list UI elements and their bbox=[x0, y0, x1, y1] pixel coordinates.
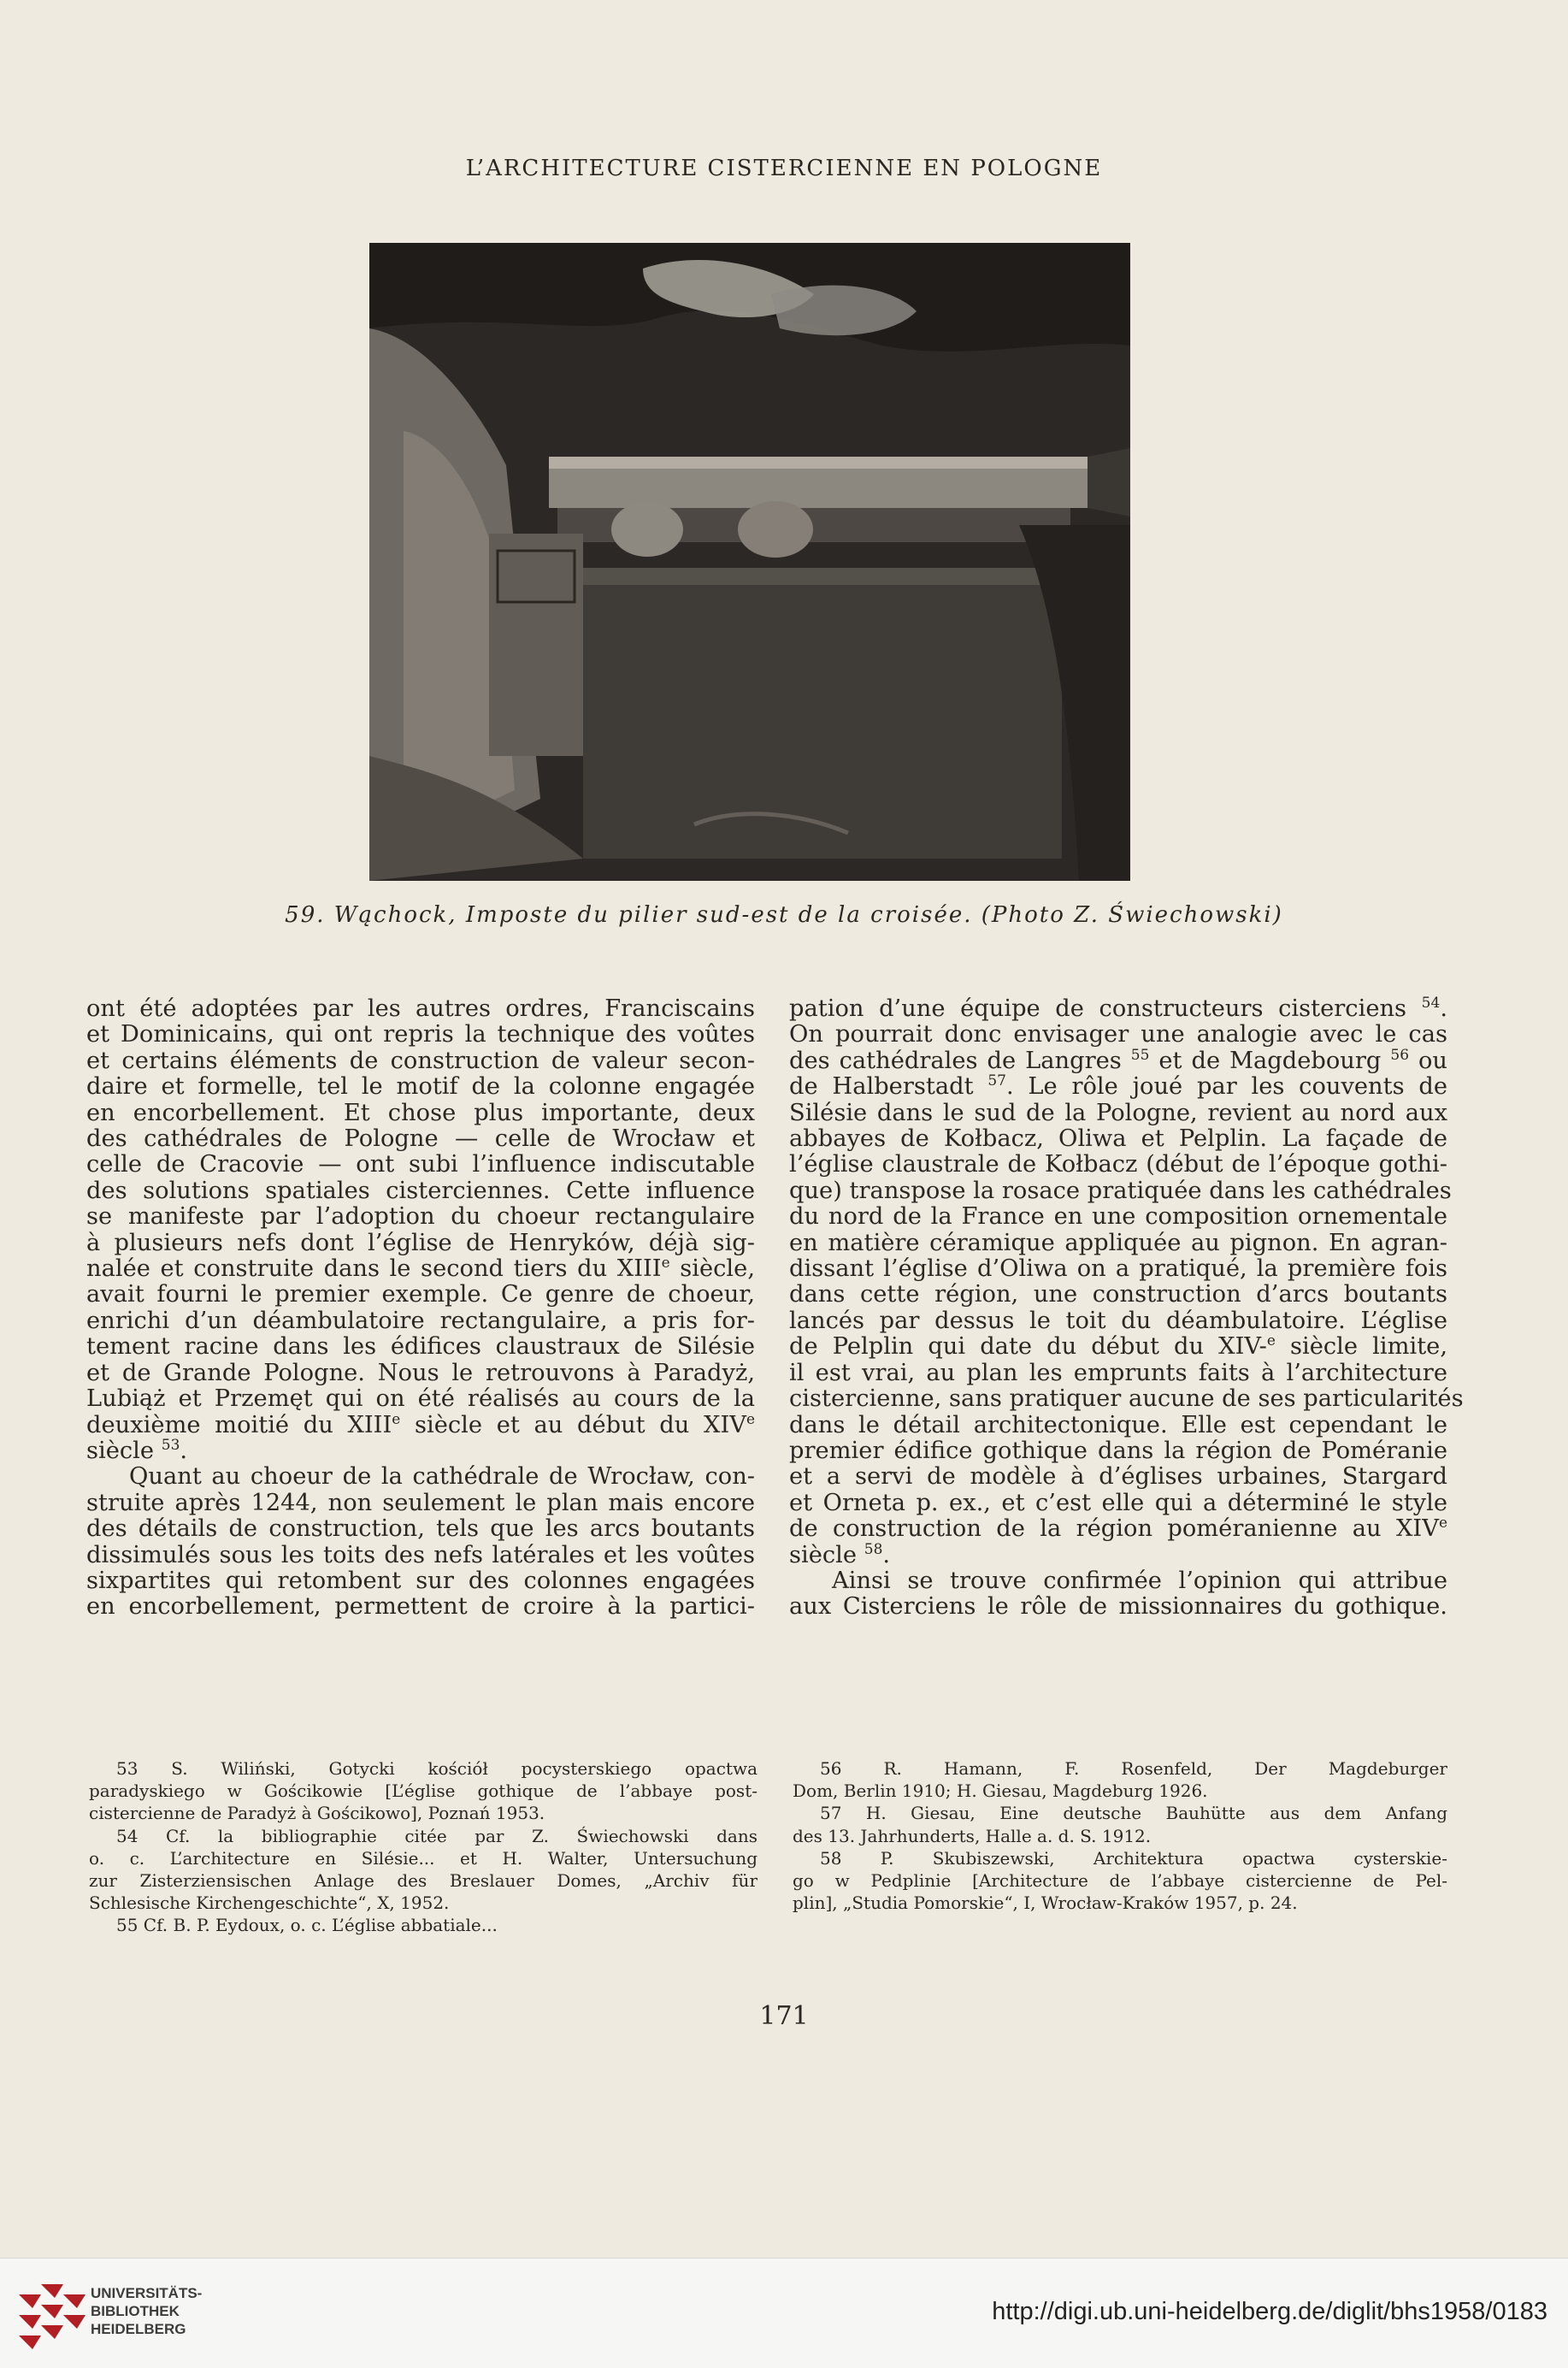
footnotes-left bbox=[89, 1757, 757, 1937]
text-line bbox=[86, 1410, 755, 1438]
text-line: abbayes de Kołbacz, Oliwa et Pelplin. La façade de bbox=[789, 1125, 1447, 1153]
text-segment: . bbox=[1440, 995, 1447, 1022]
text-segment: et de Magdebourg bbox=[1149, 1047, 1391, 1074]
footnote-line: zur Zisterziensischen Anlage des Breslauer Domes, „Archiv für bbox=[89, 1870, 757, 1892]
library-name-line: HEIDELBERG bbox=[91, 2321, 186, 2337]
text-line: et Dominicains, qui ont repris la technique des voûtes bbox=[86, 1021, 755, 1048]
footnote-56: 56 R. Hamann, F. Rosenfeld, Der Magdeburger bbox=[820, 1758, 1447, 1779]
text-line: en encorbellement, permettent de croire à la partici- bbox=[86, 1593, 755, 1621]
text-line: que) transpose la rosace pratiquée dans les cathédrales bbox=[789, 1177, 1452, 1204]
superscript: e bbox=[392, 1410, 401, 1428]
text-line: dissimulés sous les toits des nefs latérales et les voûtes bbox=[86, 1541, 755, 1568]
footnote-line: Schlesische Kirchengeschichte“, X, 1952. bbox=[89, 1893, 450, 1914]
text-segment: siècle limite, bbox=[1275, 1333, 1448, 1361]
footnote-ref-58[interactable]: 58 bbox=[864, 1540, 883, 1558]
text-line: du nord de la France en une composition ornementale bbox=[789, 1203, 1447, 1231]
text-line: avait fourni le premier exemple. Ce genre de choeur, bbox=[86, 1281, 755, 1308]
superscript: e bbox=[661, 1254, 670, 1272]
text-segment: deuxième moitié du XIII bbox=[86, 1411, 392, 1438]
text-line bbox=[789, 1540, 1447, 1568]
footnotes-right bbox=[793, 1757, 1447, 1914]
running-header: L’ARCHITECTURE CISTERCIENNE EN POLOGNE bbox=[465, 156, 1103, 181]
text-line: des détails de construction, tels que les arcs boutants bbox=[86, 1515, 755, 1543]
text-line: et a servi de modèle à d’églises urbaines, Stargard bbox=[789, 1463, 1447, 1491]
text-segment: . bbox=[180, 1437, 188, 1464]
text-segment: de Pelplin qui date du début du XIV- bbox=[789, 1333, 1267, 1361]
text-line: premier édifice gothique dans la région de Poméranie bbox=[789, 1437, 1447, 1464]
text-line: sixpartites qui retombent sur des colonnes engagées bbox=[86, 1567, 755, 1594]
footnote-ref-53[interactable]: 53 bbox=[161, 1436, 180, 1454]
text-line: dans le détail architectonique. Elle est cependant le bbox=[789, 1411, 1447, 1438]
text-line: ont été adoptées par les autres ordres, Franciscains bbox=[86, 995, 755, 1022]
text-line bbox=[789, 1074, 1447, 1100]
footnote-ref-54[interactable]: 54 bbox=[1421, 994, 1441, 1012]
footnote-ref-57[interactable]: 57 bbox=[987, 1072, 1006, 1090]
superscript: e bbox=[1266, 1332, 1276, 1350]
footnote-line: o. c. L’architecture en Silésie... et H. Walter, Untersuchung bbox=[89, 1847, 757, 1869]
text-line: struite après 1244, non seulement le plan mais encore bbox=[86, 1489, 755, 1516]
text-line: daire et formelle, tel le motif de la colonne engagée bbox=[86, 1073, 755, 1101]
library-name bbox=[91, 2284, 202, 2338]
text-segment: pation d’une équipe de constructeurs cisterciens bbox=[789, 995, 1422, 1022]
footnote-line: paradyskiego w Gościkowie [L’église gothique de l’abbaye post- bbox=[89, 1780, 757, 1802]
text-segment: siècle bbox=[789, 1541, 864, 1568]
text-line bbox=[789, 1516, 1447, 1542]
main-text-right-column bbox=[789, 994, 1464, 1621]
text-segment: . bbox=[882, 1541, 891, 1568]
footnote-ref-56[interactable]: 56 bbox=[1390, 1046, 1410, 1064]
text-line: à plusieurs nefs dont l’église de Henryków, déjà sig- bbox=[86, 1229, 755, 1256]
library-name-line: BIBLIOTHEK bbox=[91, 2303, 180, 2319]
main-text-left-column bbox=[86, 996, 755, 1621]
text-line: l’église claustrale de Kołbacz (début de l’époque gothi- bbox=[789, 1151, 1447, 1178]
figure-caption: 59. Wąchock, Imposte du pilier sud-est de la croisée. (Photo Z. Świechowski) bbox=[285, 902, 1283, 928]
text-line: en matière céramique appliquée au pignon. En agran- bbox=[789, 1229, 1447, 1256]
text-line: et de Grande Pologne. Nous le retrouvons à Paradyż, bbox=[86, 1359, 755, 1386]
text-line: des solutions spatiales cisterciennes. Cette influence bbox=[86, 1177, 755, 1204]
text-segment: des cathédrales de Langres bbox=[789, 1047, 1131, 1074]
text-line bbox=[86, 1438, 755, 1464]
superscript: e bbox=[1438, 1515, 1447, 1532]
text-line: Quant au choeur de la cathédrale de Wrocław, con- bbox=[129, 1463, 755, 1491]
footnote-54: 54 Cf. la bibliographie citée par Z. Świechowski dans bbox=[116, 1825, 757, 1846]
text-line bbox=[86, 1256, 755, 1282]
permalink-url[interactable]: http://digi.ub.uni-heidelberg.de/diglit/bhs1958/0183 bbox=[992, 2298, 1547, 2325]
text-line: cistercienne, sans pratiquer aucune de ses particularités bbox=[789, 1385, 1464, 1413]
text-line: On pourrait donc envisager une analogie avec le cas bbox=[789, 1021, 1447, 1048]
text-line: Silésie dans le sud de la Pologne, revient au nord aux bbox=[789, 1099, 1447, 1126]
text-segment: siècle bbox=[86, 1437, 162, 1464]
footnote-line: cistercienne de Paradyż à Gościkowo], Poznań 1953. bbox=[89, 1803, 545, 1824]
text-line bbox=[789, 996, 1447, 1022]
text-line: enrichi d’un déambulatoire rectangulaire, a pris for- bbox=[86, 1307, 755, 1334]
text-segment: . Le rôle joué par les couvents de bbox=[1005, 1073, 1447, 1101]
figure-photo bbox=[369, 243, 1130, 881]
text-segment: siècle et au début du XIV bbox=[400, 1411, 746, 1438]
university-library-logo-icon bbox=[15, 2277, 87, 2349]
text-line: Ainsi se trouve confirmée l’opinion qui attribue bbox=[832, 1567, 1447, 1594]
footnote-ref-55[interactable]: 55 bbox=[1130, 1046, 1150, 1064]
footnote-53: 53 S. Wiliński, Gotycki kościół pocysterskiego opactwa bbox=[116, 1758, 757, 1779]
text-line: et certains éléments de construction de valeur secon- bbox=[86, 1047, 755, 1074]
text-segment: de Halberstadt bbox=[789, 1073, 988, 1101]
text-line: Lubiąż et Przemęt qui on été réalisés au cours de la bbox=[86, 1385, 755, 1413]
text-segment: nalée et construite dans le second tiers du XIII bbox=[86, 1255, 662, 1283]
text-line: dissant l’église d’Oliwa on a pratiqué, la première fois bbox=[789, 1255, 1447, 1283]
page-number: 171 bbox=[759, 2001, 809, 2031]
footnote-58: 58 P. Skubiszewski, Architektura opactwa cysterskie- bbox=[820, 1847, 1447, 1869]
footnote-57: 57 H. Giesau, Eine deutsche Bauhütte aus dem Anfang bbox=[820, 1803, 1447, 1824]
text-line: celle de Cracovie — ont subi l’influence indiscutable bbox=[86, 1151, 755, 1178]
library-name-line: UNIVERSITÄTS- bbox=[91, 2285, 203, 2301]
text-line: des cathédrales de Pologne — celle de Wrocław et bbox=[86, 1125, 755, 1153]
footnote-line: Dom, Berlin 1910; H. Giesau, Magdeburg 1926. bbox=[793, 1780, 1208, 1802]
photo-impost-pillar bbox=[369, 243, 1130, 881]
text-line: il est vrai, au plan les emprunts faits à l’architecture bbox=[789, 1359, 1447, 1386]
text-line: se manifeste par l’adoption du choeur rectangulaire bbox=[86, 1203, 755, 1231]
text-line: dans cette région, une construction d’arcs boutants bbox=[789, 1281, 1447, 1308]
text-line: en encorbellement. Et chose plus importante, deux bbox=[86, 1099, 755, 1126]
footnote-line: plin], „Studia Pomorskie“, I, Wrocław-Kraków 1957, p. 24. bbox=[793, 1893, 1298, 1914]
text-line bbox=[789, 1048, 1447, 1074]
footnote-line: des 13. Jahrhunderts, Halle a. d. S. 1912. bbox=[793, 1825, 1152, 1846]
digitization-footer bbox=[0, 2258, 1568, 2368]
text-line: aux Cisterciens le rôle de missionnaires du gothique. bbox=[789, 1593, 1447, 1621]
text-segment: siècle, bbox=[669, 1255, 755, 1283]
text-line: et Orneta p. ex., et c’est elle qui a déterminé le style bbox=[789, 1489, 1447, 1516]
text-segment: de construction de la région poméranienne au XIV bbox=[789, 1515, 1439, 1543]
footnote-55: 55 Cf. B. P. Eydoux, o. c. L’église abbatiale... bbox=[116, 1915, 498, 1936]
text-line bbox=[789, 1334, 1447, 1360]
superscript: e bbox=[746, 1410, 755, 1428]
text-segment: ou bbox=[1409, 1047, 1447, 1074]
text-line: tement racine dans les édifices claustraux de Silésie bbox=[86, 1333, 755, 1361]
text-line: lancés par dessus le toit du déambulatoire. L’église bbox=[789, 1307, 1447, 1334]
footnote-line: go w Pedplinie [Architecture de l’abbaye cistercienne de Pel- bbox=[793, 1870, 1447, 1892]
